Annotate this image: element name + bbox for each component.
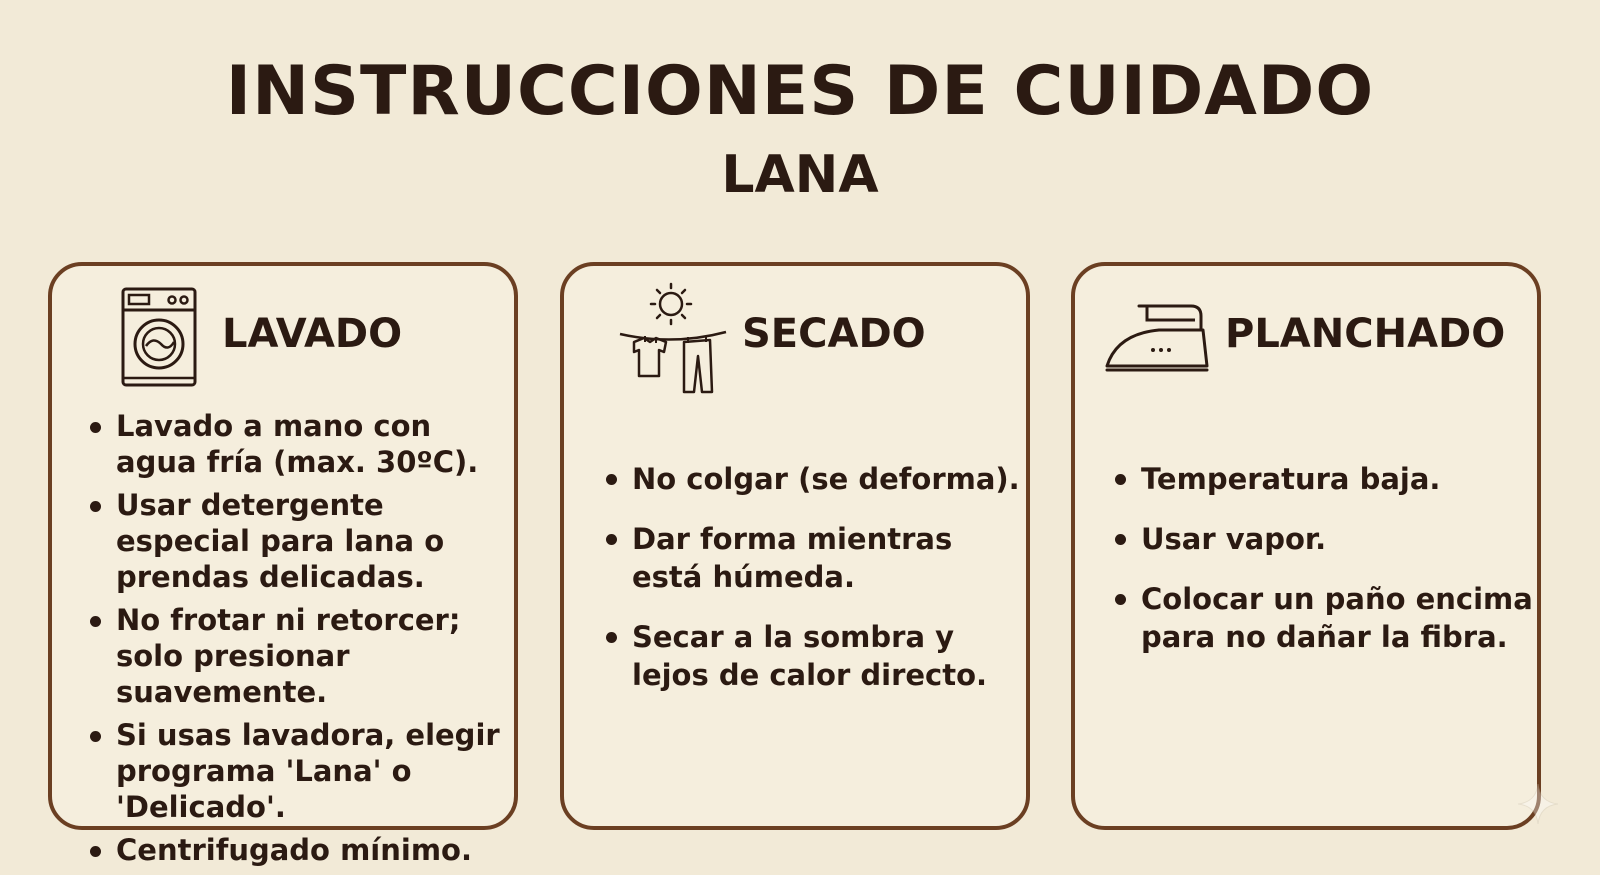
card-lavado [48,262,518,867]
page-title: INSTRUCCIONES DE CUIDADO [225,52,1375,131]
list-item: Usar detergente especial para lana o prendas delicadas. [88,487,508,595]
list-item: No colgar (se deforma). [604,460,1024,498]
card-title: SECADO [742,311,926,357]
iron-icon [1103,300,1213,380]
card-header [52,280,514,390]
list-item: No frotar ni retorcer; solo presionar suavemente. [88,602,508,710]
list-item: Colocar un paño encima para no dañar la fibra. [1113,580,1533,656]
sun-clothesline-icon [618,280,728,402]
list-item: Centrifugado mínimo. [88,832,508,868]
washing-machine-icon [120,286,198,392]
card-title: LAVADO [222,311,403,357]
card-title: PLANCHADO [1225,311,1506,357]
card-header [564,280,1026,390]
card-secado [560,262,1030,830]
care-list [604,460,1024,716]
card-header [1075,280,1537,390]
list-item: Si usas lavadora, elegir programa 'Lana' o 'Delicado'. [88,717,508,825]
care-list [88,408,508,875]
sparkle-icon [1516,782,1560,830]
list-item: Lavado a mano con agua fría (max. 30ºC). [88,408,508,480]
list-item: Temperatura baja. [1113,460,1533,498]
page-subtitle: LANA [721,145,879,205]
list-item: Secar a la sombra y lejos de calor directo. [604,618,1024,694]
list-item: Dar forma mientras está húmeda. [604,520,1024,596]
care-list [1113,460,1533,678]
list-item: Usar vapor. [1113,520,1533,558]
card-planchado [1071,262,1541,830]
